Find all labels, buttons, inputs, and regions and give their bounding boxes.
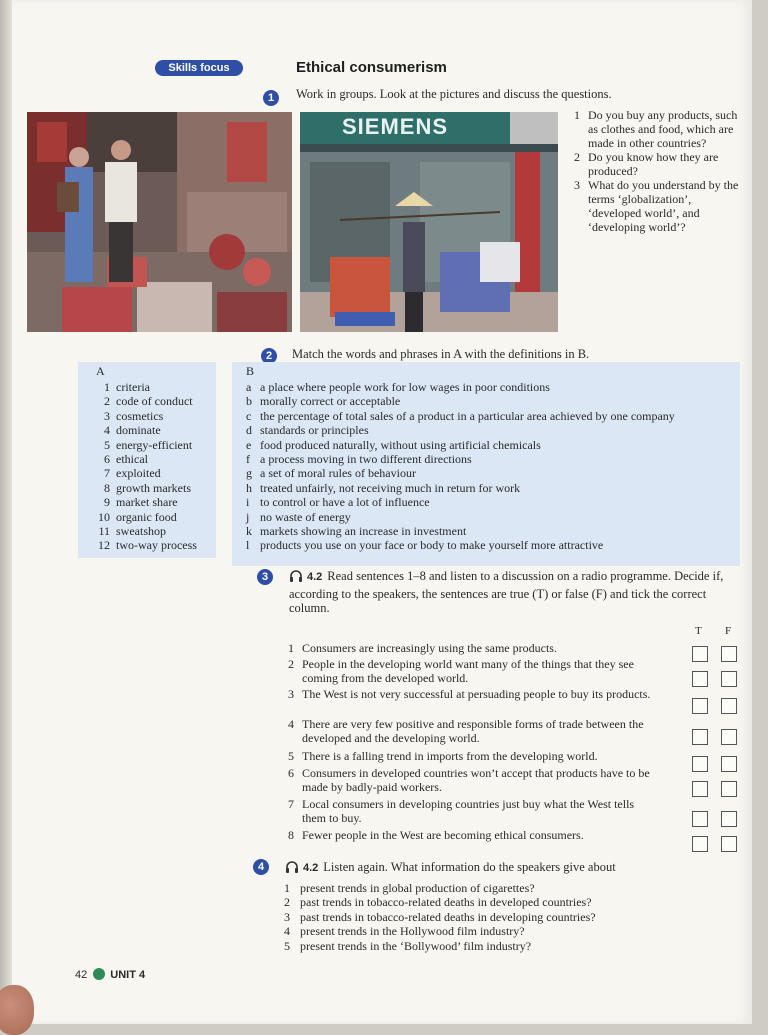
- item-number: 2: [284, 895, 290, 910]
- exercise-3-sentences: [288, 641, 658, 844]
- page-number: 42: [75, 969, 88, 981]
- list-item: [284, 881, 684, 895]
- item-letter: g: [246, 466, 252, 481]
- item-letter: j: [246, 509, 250, 524]
- sentence-item: [288, 717, 658, 749]
- sentence-item: [288, 797, 658, 828]
- list-item: [78, 466, 216, 480]
- column-a-list: [78, 380, 216, 553]
- exercise-3-number: 3: [257, 569, 273, 585]
- item-text: present trends in the ‘Bollywood’ film industry?: [300, 938, 532, 953]
- column-a-heading: A: [96, 364, 105, 378]
- item-number: 5: [284, 938, 290, 953]
- item-text: markets showing an increase in investment: [260, 524, 467, 539]
- sentence-5-false-checkbox[interactable]: [721, 756, 737, 772]
- item-text: two-way process: [116, 538, 197, 553]
- unit-dot-icon: [93, 968, 105, 980]
- item-text: cosmetics: [116, 408, 164, 423]
- list-item: [246, 423, 740, 437]
- column-a-box: [78, 362, 216, 558]
- item-text: criteria: [116, 380, 150, 394]
- exercise-2-instruction: Match the words and phrases in A with the definitions in B.: [292, 347, 590, 361]
- item-text: present trends in the Hollywood film industry?: [300, 924, 525, 939]
- question-text: Do you buy any products, such as clothes and food, which are made in other countries?: [588, 108, 738, 150]
- market-photo: [27, 112, 292, 332]
- question-item: [574, 150, 744, 178]
- question-text: Do you know how they are produced?: [588, 150, 719, 178]
- sentence-number: 8: [288, 828, 294, 842]
- page-footer: [75, 968, 145, 981]
- list-item: [246, 409, 740, 423]
- item-number: 3: [104, 408, 110, 423]
- exercise-4-number: 4: [253, 859, 269, 875]
- item-text: no waste of energy: [260, 509, 351, 524]
- question-number: 3: [574, 178, 580, 192]
- item-letter: h: [246, 480, 252, 495]
- item-text: standards or principles: [260, 423, 369, 438]
- item-letter: l: [246, 538, 250, 553]
- item-number: 11: [98, 524, 110, 539]
- exercise-3-instruction-block: [289, 569, 725, 616]
- item-text: products you use on your face or body to make yourself more attractive: [260, 538, 604, 553]
- sentence-number: 6: [288, 766, 294, 780]
- sentence-number: 4: [288, 717, 294, 731]
- sentence-text: Fewer people in the West are becoming ethical consumers.: [302, 828, 584, 842]
- track-number: 4.2: [303, 862, 319, 874]
- exercise-4-instruction: Listen again. What information do the speakers give about: [323, 860, 616, 874]
- list-item: [78, 409, 216, 423]
- sentence-6-false-checkbox[interactable]: [721, 781, 737, 797]
- item-letter: k: [246, 524, 252, 539]
- sentence-text: Consumers are increasingly using the same products.: [302, 641, 557, 655]
- sentence-8-false-checkbox[interactable]: [721, 836, 737, 852]
- item-text: treated unfairly, not receiving much in return for work: [260, 480, 521, 495]
- item-number: 1: [284, 881, 290, 895]
- question-item: [574, 108, 744, 150]
- list-item: [246, 510, 740, 524]
- item-text: code of conduct: [116, 394, 193, 409]
- item-letter: i: [246, 495, 250, 510]
- list-item: [246, 495, 740, 509]
- sentence-item: [288, 641, 658, 657]
- item-text: dominate: [116, 423, 161, 438]
- item-text: organic food: [116, 509, 177, 524]
- sentence-number: 5: [288, 749, 294, 763]
- question-number: 1: [574, 108, 580, 122]
- item-text: growth markets: [116, 480, 191, 495]
- item-text: the percentage of total sales of a product in a particular area achieved by one company: [260, 408, 675, 423]
- exercise-1-instruction: Work in groups. Look at the pictures and discuss the questions.: [296, 87, 612, 101]
- list-item: [78, 481, 216, 495]
- question-item: [574, 178, 744, 234]
- item-number: 9: [104, 495, 110, 510]
- sentence-8-true-checkbox[interactable]: [692, 836, 708, 852]
- list-item: [246, 380, 740, 394]
- sentence-text: Local consumers in developing countries just buy what the West tells them to buy.: [302, 797, 635, 825]
- exercise-1-questions: [574, 108, 744, 234]
- list-item: [284, 910, 684, 924]
- list-item: [78, 438, 216, 452]
- siemens-sign: SIEMENS: [341, 114, 449, 139]
- sentence-text: Consumers in developed countries won’t accept that products have to be made by badly-paid workers.: [302, 766, 650, 794]
- item-number: 3: [284, 909, 290, 924]
- sentence-number: 3: [288, 687, 294, 701]
- headphones-icon: [285, 860, 299, 878]
- column-b-heading: B: [246, 364, 255, 378]
- item-letter: c: [246, 408, 252, 423]
- sentence-2-true-checkbox[interactable]: [692, 671, 708, 687]
- item-text: present trends in global production of cigarettes?: [300, 881, 535, 895]
- list-item: [78, 423, 216, 437]
- question-text: What do you understand by the terms ‘globalization’, ‘developed world’, and ‘developing world’?: [588, 178, 739, 234]
- item-text: past trends in tobacco-related deaths in developing countries?: [300, 909, 596, 924]
- skills-focus-badge: Skills focus: [155, 60, 243, 76]
- item-text: a process moving in two different directions: [260, 452, 472, 467]
- item-text: food produced naturally, without using artificial chemicals: [260, 437, 541, 452]
- list-item: [284, 895, 684, 909]
- list-item: [246, 452, 740, 466]
- sentence-item: [288, 766, 658, 797]
- item-number: 2: [104, 394, 110, 409]
- exercise-1-number: 1: [263, 90, 279, 106]
- sentence-item: [288, 749, 658, 766]
- sentence-number: 2: [288, 657, 294, 671]
- list-item: [78, 452, 216, 466]
- item-text: to control or have a lot of influence: [260, 495, 430, 510]
- sentence-4-true-checkbox[interactable]: [692, 729, 708, 745]
- list-item: [78, 510, 216, 524]
- page-title: Ethical consumerism: [296, 59, 447, 76]
- exercise-4-instruction-block: [285, 860, 705, 878]
- column-b-box: [232, 362, 740, 566]
- sentence-text: The West is not very successful at persuading people to buy its products.: [302, 687, 651, 701]
- question-number: 2: [574, 150, 580, 164]
- sentence-6-true-checkbox[interactable]: [692, 781, 708, 797]
- list-item: [284, 924, 684, 938]
- item-letter: b: [246, 394, 252, 409]
- headphones-icon: [289, 569, 303, 587]
- sentence-text: People in the developing world want many of the things that they see coming from the developed world.: [302, 657, 634, 685]
- thumb: [0, 985, 34, 1035]
- item-letter: f: [246, 452, 250, 467]
- item-text: a place where people work for low wages in poor conditions: [260, 380, 550, 394]
- item-letter: a: [246, 380, 252, 394]
- sentence-number: 7: [288, 797, 294, 811]
- sentence-4-false-checkbox[interactable]: [721, 729, 737, 745]
- list-item: [246, 538, 740, 552]
- item-text: morally correct or acceptable: [260, 394, 401, 409]
- item-text: ethical: [116, 452, 148, 467]
- item-text: energy-efficient: [116, 437, 193, 452]
- list-item: [246, 481, 740, 495]
- exercise-4-items: [284, 881, 684, 953]
- item-text: past trends in tobacco-related deaths in developed countries?: [300, 895, 592, 910]
- item-text: exploited: [116, 466, 161, 481]
- list-item: [284, 939, 684, 953]
- item-number: 8: [104, 480, 110, 495]
- sentence-number: 1: [288, 641, 294, 655]
- true-column-label: T: [695, 625, 702, 637]
- track-number: 4.2: [307, 571, 323, 583]
- sentence-7-false-checkbox[interactable]: [721, 811, 737, 827]
- unit-label: UNIT 4: [110, 969, 146, 981]
- item-number: 1: [104, 380, 110, 394]
- false-column-label: F: [725, 625, 732, 637]
- item-number: 5: [104, 437, 110, 452]
- sentence-item: [288, 828, 658, 844]
- item-number: 4: [104, 423, 110, 438]
- exercise-2-number: 2: [261, 348, 277, 364]
- exercise-3-instruction: Read sentences 1–8 and listen to a discussion on a radio programme. Decide if, according to the speakers, the sentences are true (T) or false (F) and tick the correct column.: [289, 569, 724, 615]
- list-item: [78, 380, 216, 394]
- item-number: 4: [284, 924, 290, 939]
- column-b-list: [232, 380, 740, 553]
- sentence-5-true-checkbox[interactable]: [692, 756, 708, 772]
- list-item: [78, 538, 216, 552]
- item-number: 6: [104, 452, 110, 467]
- sentence-item: [288, 687, 658, 717]
- list-item: [246, 394, 740, 408]
- sentence-text: There is a falling trend in imports from the developing world.: [302, 749, 598, 763]
- list-item: [246, 438, 740, 452]
- sentence-text: There are very few positive and responsible forms of trade between the developed and the developing world.: [302, 717, 644, 745]
- item-text: a set of moral rules of behaviour: [260, 466, 416, 481]
- list-item: [78, 495, 216, 509]
- street-vendor-photo: [300, 112, 558, 332]
- sentence-7-true-checkbox[interactable]: [692, 811, 708, 827]
- item-number: 12: [98, 538, 110, 553]
- sentence-1-false-checkbox[interactable]: [721, 646, 737, 662]
- item-number: 10: [98, 509, 110, 524]
- list-item: [78, 394, 216, 408]
- sentence-3-true-checkbox[interactable]: [692, 698, 708, 714]
- sentence-2-false-checkbox[interactable]: [721, 671, 737, 687]
- list-item: [246, 524, 740, 538]
- item-letter: d: [246, 423, 252, 438]
- item-letter: e: [246, 437, 252, 452]
- sentence-3-false-checkbox[interactable]: [721, 698, 737, 714]
- item-number: 7: [104, 466, 110, 481]
- sentence-1-true-checkbox[interactable]: [692, 646, 708, 662]
- item-text: market share: [116, 495, 178, 510]
- sentence-item: [288, 657, 658, 687]
- list-item: [246, 466, 740, 480]
- list-item: [78, 524, 216, 538]
- item-text: sweatshop: [116, 524, 166, 539]
